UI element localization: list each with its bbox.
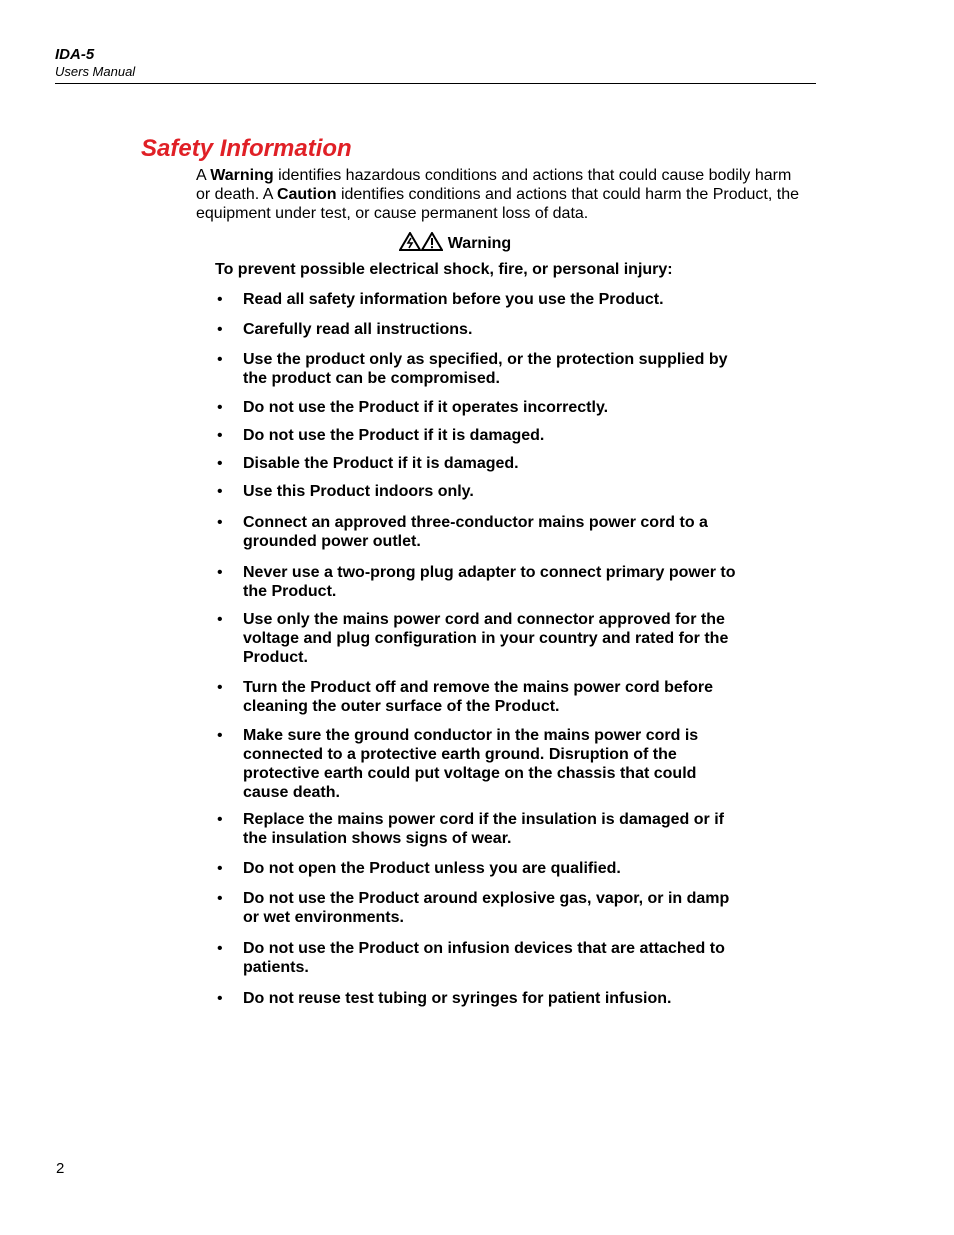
list-item (215, 610, 745, 667)
warning-heading (150, 232, 760, 257)
caution-icon (421, 232, 443, 251)
intro-paragraph (196, 166, 806, 223)
bullet-icon: • (217, 291, 223, 308)
list-item-text: Do not reuse test tubing or syringes for patient infusion. (243, 990, 672, 1007)
bullet-icon: • (217, 860, 223, 877)
bullet-icon: • (217, 611, 223, 628)
bullet-icon: • (217, 321, 223, 338)
list-item (215, 290, 745, 309)
list-item-text: Read all safety information before you use the Product. (243, 291, 664, 308)
intro-text-2: identifies hazardous conditions and actions that could cause bodily harm or death. A (196, 167, 792, 203)
list-item (215, 426, 745, 445)
electrical-hazard-icon (399, 232, 421, 251)
list-item (215, 726, 745, 802)
bullet-icon: • (217, 679, 223, 696)
list-item-text: Do not use the Product if it operates incorrectly. (243, 399, 609, 416)
warning-icons (399, 232, 443, 257)
intro-text-3: identifies conditions and actions that could harm the Product, the equipment under test, or cause permanent loss of data. (196, 186, 799, 222)
bullet-icon: • (217, 351, 223, 368)
bullet-icon: • (217, 890, 223, 907)
list-item-text: Never use a two-prong plug adapter to connect primary power to the Product. (243, 564, 736, 600)
bullet-icon: • (217, 514, 223, 531)
list-item-text: Do not use the Product on infusion devices that are attached to patients. (243, 940, 725, 976)
bullet-icon: • (217, 727, 223, 744)
page-number: 2 (56, 1160, 65, 1177)
list-item (215, 320, 745, 339)
list-item (215, 482, 745, 501)
list-item-text: Disable the Product if it is damaged. (243, 455, 519, 472)
bullet-icon: • (217, 399, 223, 416)
list-item-text: Do not open the Product unless you are qualified. (243, 860, 621, 877)
bullet-icon: • (217, 940, 223, 957)
intro-caution-word: Caution (276, 186, 337, 203)
list-item (215, 454, 745, 473)
list-item-text: Do not use the Product around explosive gas, vapor, or in damp or wet environments. (243, 890, 730, 926)
bullet-icon: • (217, 990, 223, 1007)
list-item (215, 859, 745, 878)
section-title: Safety Information (141, 135, 352, 162)
list-item (215, 398, 745, 417)
list-item-text: Replace the mains power cord if the insulation is damaged or if the insulation shows signs of wear. (243, 811, 724, 847)
bullet-icon: • (217, 483, 223, 500)
intro-text-1: A (196, 167, 211, 184)
list-item (215, 989, 745, 1008)
list-item (215, 350, 745, 388)
warning-label: Warning (447, 235, 512, 252)
list-item (215, 810, 745, 848)
bullet-icon: • (217, 455, 223, 472)
list-item (215, 939, 745, 977)
list-item-text: Do not use the Product if it is damaged. (243, 427, 545, 444)
warning-lead: To prevent possible electrical shock, fire, or personal injury: (215, 261, 673, 278)
list-item-text: Turn the Product off and remove the mains power cord before cleaning the outer surface of the Product. (243, 679, 713, 715)
list-item-text: Connect an approved three-conductor mains power cord to a grounded power outlet. (243, 514, 708, 550)
list-item-text: Use only the mains power cord and connector approved for the voltage and plug configuration in your country and rated for the Product. (243, 611, 729, 666)
list-item-text: Use this Product indoors only. (243, 483, 474, 500)
list-item (215, 513, 745, 551)
page-header (55, 46, 816, 84)
list-item-text: Make sure the ground conductor in the mains power cord is connected to a protective earth ground. Disruption of the protective earth could put voltage on the chassis that could cause death. (243, 727, 699, 801)
list-item (215, 889, 745, 927)
bullet-icon: • (217, 427, 223, 444)
list-item-text: Carefully read all instructions. (243, 321, 473, 338)
document-subtitle: Users Manual (55, 64, 136, 79)
list-item-text: Use the product only as specified, or the protection supplied by the product can be compromised. (243, 351, 728, 387)
bullet-icon: • (217, 564, 223, 581)
document-title: IDA-5 (55, 46, 95, 63)
list-item (215, 563, 745, 601)
list-item (215, 678, 745, 716)
bullet-icon: • (217, 811, 223, 828)
intro-warning-word: Warning (210, 167, 274, 184)
